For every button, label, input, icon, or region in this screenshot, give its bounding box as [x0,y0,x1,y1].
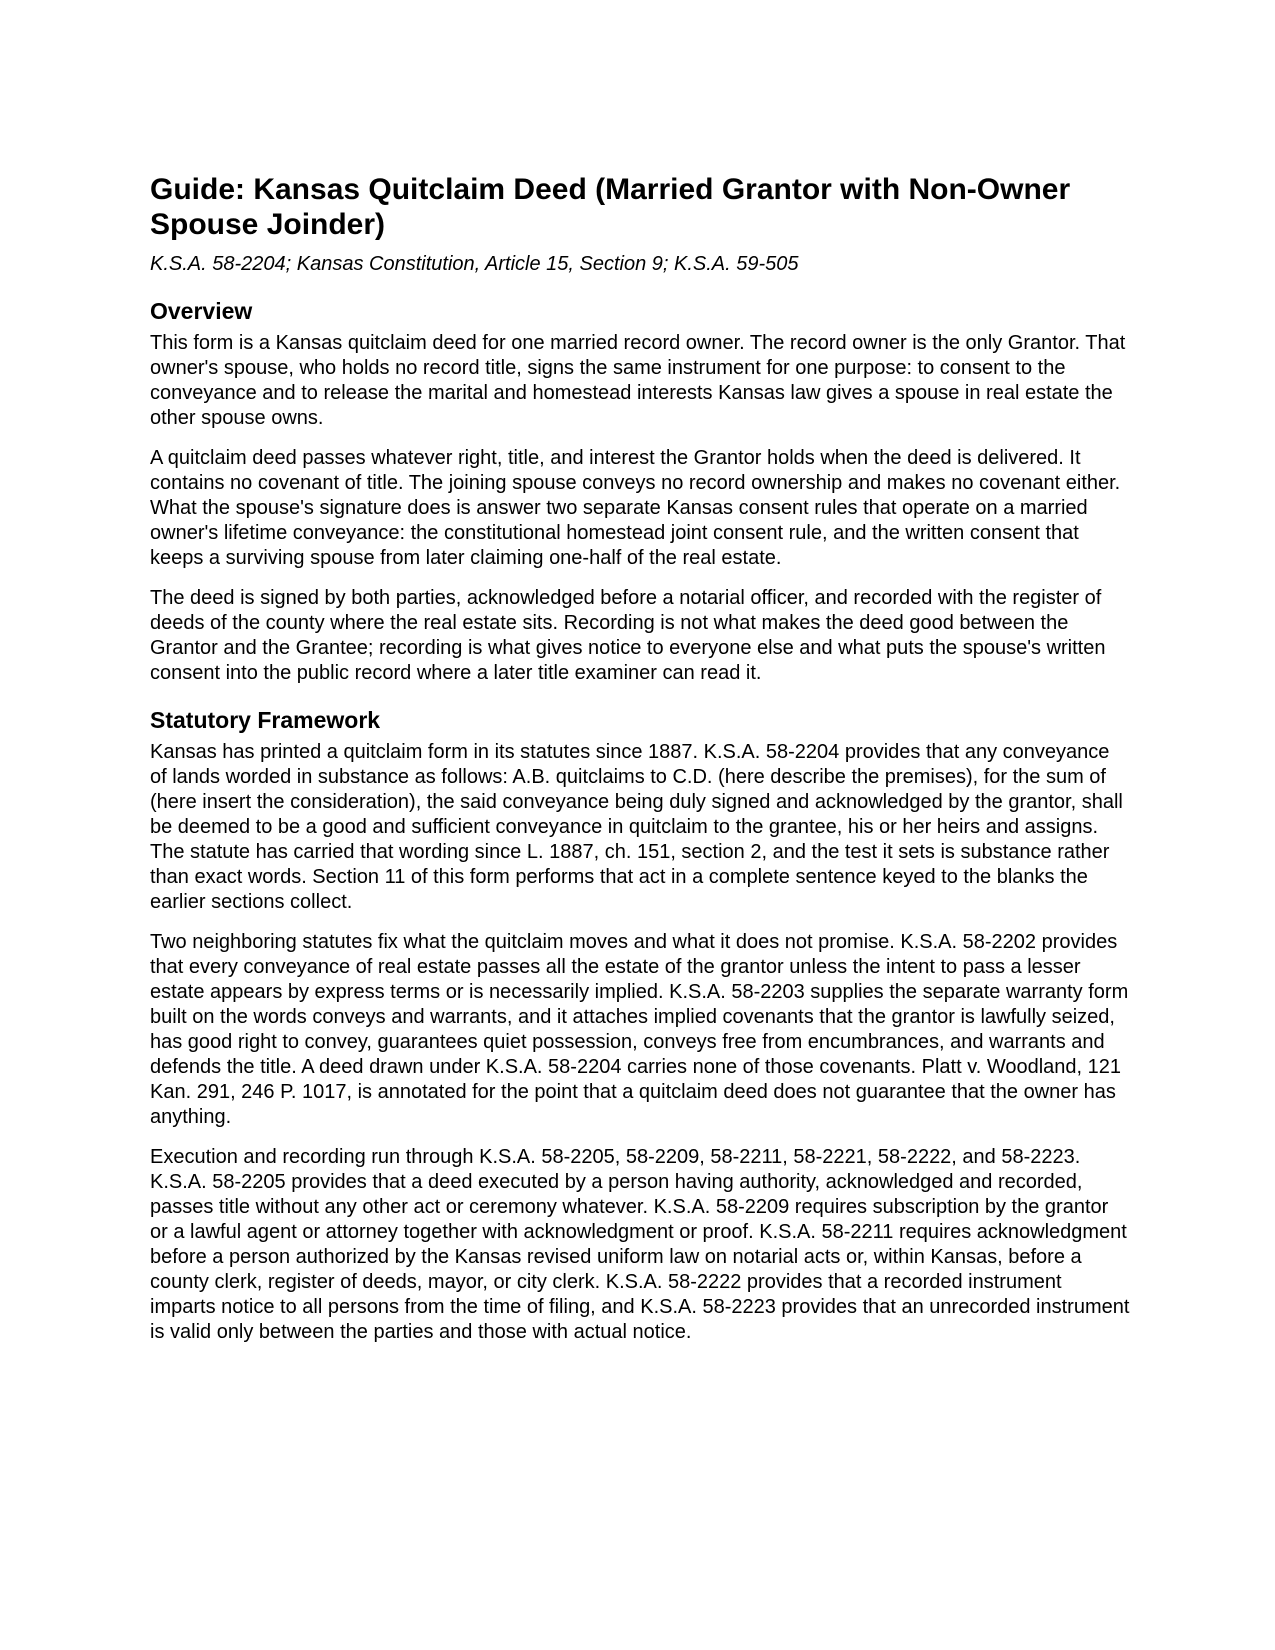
section-heading-statutory-framework: Statutory Framework [150,707,381,733]
document-title: Guide: Kansas Quitclaim Deed (Married Grantor with Non-Owner Spouse Joinder) [150,173,1071,241]
statutory-framework-section [150,706,1130,1345]
section-heading-overview: Overview [150,298,253,324]
framework-paragraph: Execution and recording run through K.S.A. 58-2205, 58-2209, 58-2211, 58-2221, 58-2222, and 58-2223. K.S.A. 58-2205 provides that a deed executed by a person having authority, acknowledged and recorded, passes title without any other act or ceremony whatever. K.S.A. 58-2209 requires subscription by the grantor or a lawful agent or attorney together with acknowledgment or proof. K.S.A. 58-2211 requires acknowledgment before a person authorized by the Kansas revised uniform law on notarial acts or, within Kansas, before a county clerk, register of deeds, mayor, or city clerk. K.S.A. 58-2222 provides that a recorded instrument imparts notice to all persons from the time of filing, and K.S.A. 58-2223 provides that an unrecorded instrument is valid only between the parties and those with actual notice. [150,1146,1130,1343]
overview-paragraph: A quitclaim deed passes whatever right, title, and interest the Grantor holds when the deed is delivered. It contains no covenant of title. The joining spouse conveys no record ownership and makes no covenant either. What the spouse's signature does is answer two separate Kansas consent rules that operate on a married owner's lifetime conveyance: the constitutional homestead joint consent rule, and the written consent that keeps a surviving spouse from later claiming one-half of the real estate. [150,447,1121,569]
statutory-citation: K.S.A. 58-2204; Kansas Constitution, Article 15, Section 9; K.S.A. 59-505 [150,253,799,275]
overview-section [150,297,1130,686]
overview-paragraph: This form is a Kansas quitclaim deed for one married record owner. The record owner is the only Grantor. That owner's spouse, who holds no record title, signs the same instrument for one purpose: to consent to the conveyance and to release the marital and homestead interests Kansas law gives a spouse in real estate the other spouse owns. [150,332,1126,429]
document-page [150,172,1130,1360]
framework-paragraph: Two neighboring statutes fix what the quitclaim moves and what it does not promise. K.S.A. 58-2202 provides that every conveyance of real estate passes all the estate of the grantor unless the intent to pass a lesser estate appears by express terms or is necessarily implied. K.S.A. 58-2203 supplies the separate warranty form built on the words conveys and warrants, and it attaches implied covenants that the grantor is lawfully seized, has good right to convey, guarantees quiet possession, conveys free from encumbrances, and warrants and defends the title. A deed drawn under K.S.A. 58-2204 carries none of those covenants. Platt v. Woodland, 121 Kan. 291, 246 P. 1017, is annotated for the point that a quitclaim deed does not guarantee that the owner has anything. [150,931,1129,1128]
framework-paragraph: Kansas has printed a quitclaim form in its statutes since 1887. K.S.A. 58-2204 provides that any conveyance of lands worded in substance as follows: A.B. quitclaims to C.D. (here describe the premises), for the sum of (here insert the consideration), the said conveyance being duly signed and acknowledged by the grantor, shall be deemed to be a good and sufficient conveyance in quitclaim to the grantee, his or her heirs and assigns. The statute has carried that wording since L. 1887, ch. 151, section 2, and the test it sets is substance rather than exact words. Section 11 of this form performs that act in a complete sentence keyed to the blanks the earlier sections collect. [150,741,1123,913]
overview-paragraph: The deed is signed by both parties, acknowledged before a notarial officer, and recorded with the register of deeds of the county where the real estate sits. Recording is not what makes the deed good between the Grantor and the Grantee; recording is what gives notice to everyone else and what puts the spouse's written consent into the public record where a later title examiner can read it. [150,587,1106,684]
